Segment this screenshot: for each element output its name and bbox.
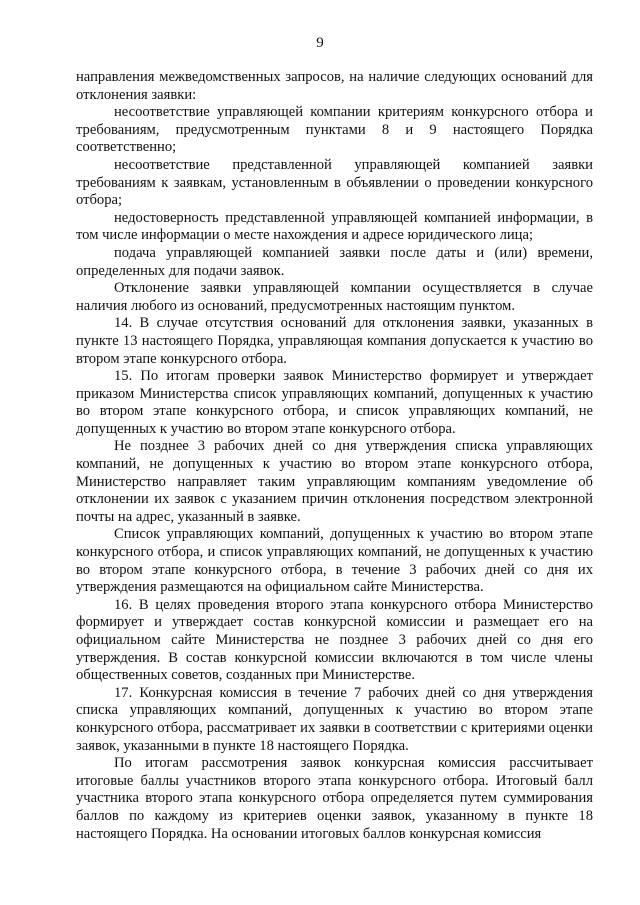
paragraph-clause-16: 16. В целях проведения второго этапа конкурсного отбора Министерство формирует и утверждает состав конкурсной комиссии и размещает его на официальном сайте Министерства не позднее 3 рабочих дней со дня его утверждения. В состав конкурсной комиссии включаются в том числе члены общественных советов, созданных при Министерстве. <box>76 596 593 684</box>
paragraph-final-scores: По итогам рассмотрения заявок конкурсная комиссия рассчитывает итоговые баллы участников второго этапа конкурсного отбора. Итоговый балл участника второго этапа конкурсного отбора определяется путем суммирования баллов по каждому из критериев оценки заявок, указанному в пункте 18 настоящего Порядка. На основании итоговых баллов конкурсная комиссия <box>76 755 593 842</box>
page-number: 9 <box>316 35 324 51</box>
paragraph-clause-15: 15. По итогам проверки заявок Министерство формирует и утверждает приказом Министерства список управляющих компаний, допущенных к участию во втором этапе конкурсного отбора, и список управляющих компаний, не допущенных к участию во втором этапе конкурсного отбора. <box>76 368 593 437</box>
paragraph-ground-requirements: несоответствие представленной управляющей компанией заявки требованиям к заявкам, установленным в объявлении о проведении конкурсного отбора; <box>76 156 593 209</box>
paragraph-ground-unreliable-info: недостоверность представленной управляющей компанией информации, в том числе информации о месте нахождения и адресе юридического лица; <box>76 209 593 244</box>
document-body <box>76 69 593 843</box>
paragraph-notification: Не позднее 3 рабочих дней со дня утверждения списка управляющих компаний, не допущенных к участию во втором этапе конкурсного отбора, Министерство направляет таким управляющим компаниям уведомление об отклонении их заявок с указанием причин отклонения посредством электронной почты на адрес, указанный в заявке. <box>76 438 593 525</box>
paragraph-clause-17: 17. Конкурсная комиссия в течение 7 рабочих дней со дня утверждения списка управляющих компаний, допущенных к участию во втором этапе конкурсного отбора, рассматривает их заявки в соответствии с критериями оценки заявок, указанными в пункте 18 настоящего Порядка. <box>76 684 593 754</box>
paragraph-clause-14: 14. В случае отсутствия оснований для отклонения заявки, указанных в пункте 13 настоящего Порядка, управляющая компания допускается к участию во втором этапе конкурсного отбора. <box>76 315 593 367</box>
paragraph-rejection: Отклонение заявки управляющей компании осуществляется в случае наличия любого из оснований, предусмотренных настоящим пунктом. <box>76 280 593 314</box>
paragraph-ground-late-submission: подача управляющей компанией заявки после даты и (или) времени, определенных для подачи заявок. <box>76 244 593 279</box>
paragraph-continuation: направления межведомственных запросов, на наличие следующих оснований для отклонения заявки: <box>76 69 593 103</box>
paragraph-lists-publication: Список управляющих компаний, допущенных к участию во втором этапе конкурсного отбора, и список управляющих компаний, не допущенных к участию во втором этапе конкурсного отбора, в течение 3 рабочих дней со дня их утверждения размещаются на официальном сайте Министерства. <box>76 526 593 596</box>
paragraph-ground-criteria: несоответствие управляющей компании критериям конкурсного отбора и требованиям, предусмотренным пунктами 8 и 9 настоящего Порядка соответственно; <box>76 104 593 156</box>
